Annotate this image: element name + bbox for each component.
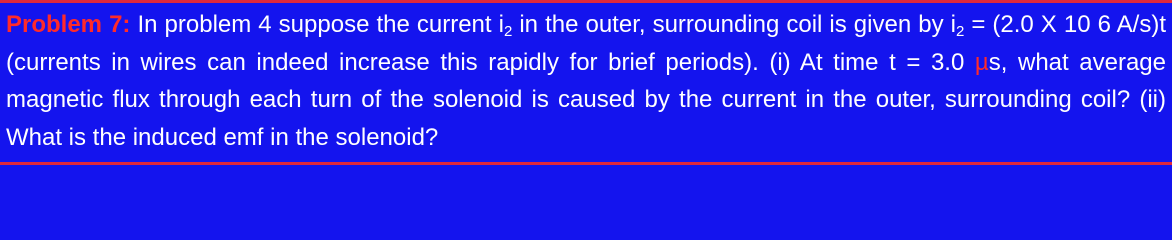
problem-text-segment: = (2.0 X 10 6 A/s)t (currents in wires can indeed increase this rapidly for brief periods). (i) At time t = 3.0 xyxy=(6,11,1167,76)
micro-symbol: µ xyxy=(974,48,989,76)
subscript-2: 2 xyxy=(503,23,513,40)
problem-text-segment: s, what average magnetic flux through each turn of the solenoid is caused by the current in the outer, surrounding coil? (ii) What is the induced emf in the solenoid? xyxy=(6,48,1166,151)
subscript-2: 2 xyxy=(955,23,965,40)
problem-text-segment: in the outer, surrounding coil is given by i xyxy=(512,11,956,38)
problem-label: Problem 7: xyxy=(6,11,131,38)
problem-text-segment: In problem 4 suppose the current i xyxy=(130,11,504,38)
bottom-rule xyxy=(0,162,1172,165)
top-rule xyxy=(0,0,1172,3)
problem-text xyxy=(6,6,1166,156)
